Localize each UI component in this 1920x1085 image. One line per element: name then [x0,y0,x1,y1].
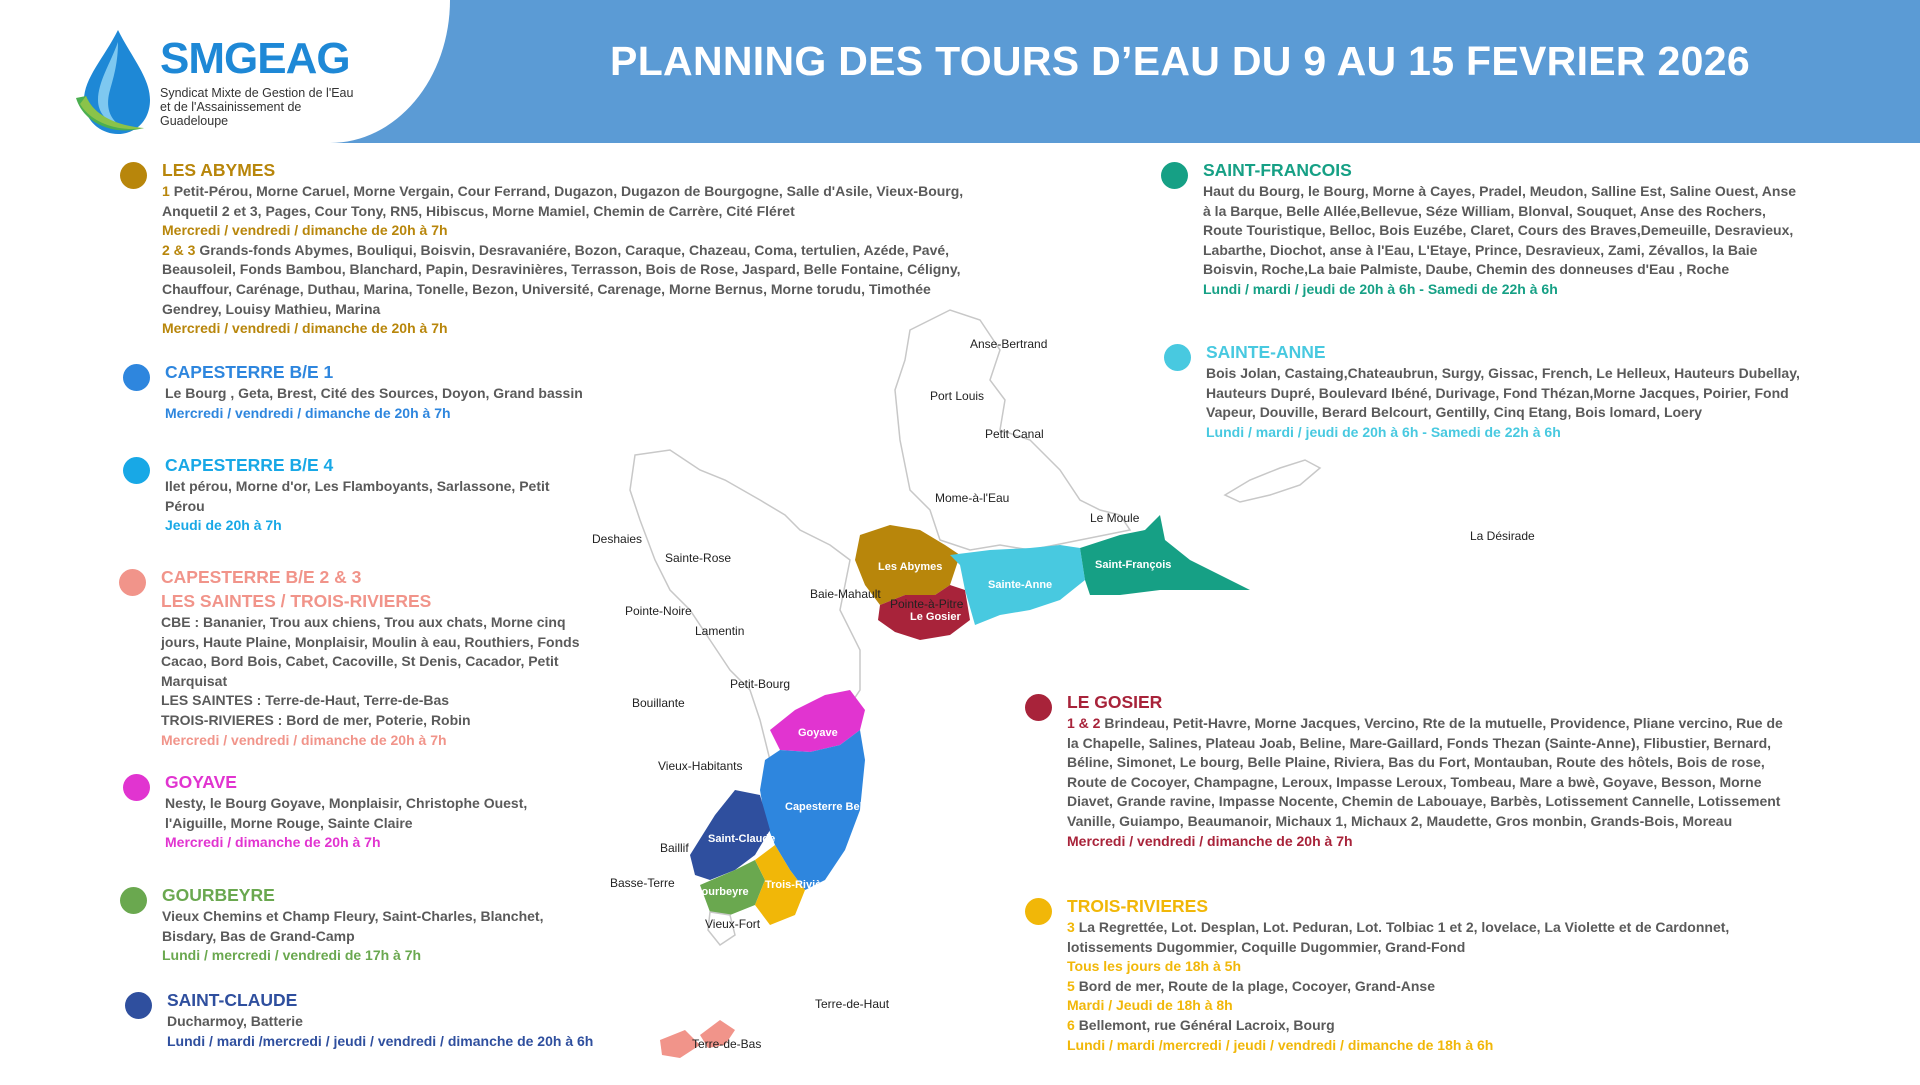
map-label-deshaies: Deshaies [592,532,643,546]
zone-subtitle: LES SAINTES / TROIS-RIVIERES [161,591,432,611]
zone-schedule: Mercredi / vendredi / dimanche de 20h à 7h [162,222,448,239]
zone-list: Nesty, le Bourg Goyave, Monplaisir, Christophe Ouest, l'Aiguille, Morne Rouge, Sainte Claire [165,795,528,831]
zone-goyave [165,770,585,853]
zone-title: SAINTE-ANNE [1206,342,1326,362]
zone-title: LES ABYMES [162,160,276,180]
map-area-label-saint-francois: Saint-François [1095,559,1172,571]
zone-schedule: Mardi / Jeudi de 18h à 8h [1067,997,1233,1014]
zone-schedule: Lundi / mardi /mercredi / jeudi / vendredi / dimanche de 18h à 6h [1067,1036,1494,1053]
map-label-le-moule: Le Moule [1090,511,1140,525]
zone-list: Bois Jolan, Castaing,Chateaubrun, Surgy, Gissac, French, Le Helleux, Hauteurs Dubellay, Hauteurs Dupré, Boulevard Ibéné, Durivage, Fond Thézan,Morne Jacques, Poirier, Fond Vapeur, Douville, Berard Belcourt, Gentilly, Cinq Etang, Bois lomard, Loery [1206,365,1800,421]
dot-gourbeyre-icon [120,887,147,914]
zone-list: Le Bourg , Geta, Brest, Cité des Sources, Doyon, Grand bassin [165,385,583,401]
map-area-label-saint-claude: Saint-Claude [708,833,776,845]
zone-list: Ducharmoy, Batterie [167,1013,303,1029]
zone-list: Bellemont, rue Général Lacroix, Bourg [1078,1016,1335,1033]
dot-capesterre-1-icon [123,364,150,391]
map-label-vieux-fort: Vieux-Fort [705,917,761,931]
map-area-label-goyave: Goyave [798,727,838,739]
page-title: PLANNING DES TOURS D’EAU DU 9 AU 15 FEVRIER 2026 [610,38,1750,84]
zone-capesterre-1 [165,360,665,423]
zone-schedule: Mercredi / vendredi / dimanche de 20h à 7h [161,731,447,748]
zone-title: CAPESTERRE B/E 1 [165,362,334,382]
zone-list: LES SAINTES : Terre-de-Haut, Terre-de-Bas [161,692,450,709]
map-label-terre-de-haut: Terre-de-Haut [815,997,890,1011]
zone-schedule: Mercredi / vendredi / dimanche de 20h à 7h [162,320,448,337]
map-area-label-abymes: Les Abymes [878,561,943,573]
dot-sainte-anne-icon [1164,344,1191,371]
zone-saint-claude [167,988,727,1051]
map-label-morne-a-leau: Mome-à-l'Eau [935,491,1010,505]
map-label-basse-terre: Basse-Terre [610,876,675,890]
zone-abymes: LES ABYMES 1 Petit-Pérou, Morne Caruel, Morne Vergain, Cour Ferrand, Dugazon, Dugazon de Bourgogne, Salle d'Asile, Vieux-Bourg, Anquetil 2 et 3, Pages, Cour Tony, RN5, Hibiscus, Morne Mamiel, Chemin de Carrère, Cité Fléret Mercredi / vendredi / dimanche de 20h à 7h 2 & 3 Grands-fonds Abymes, Bouliqui, Boisvin, Desravaniére, Bozon, Caraque, Chazeau, Coma, tertulien, Azéde, Pavé, Beausoleil, Fonds Bambou, Blanchard, Papin, Desravinières, Terrasson, Bois de Rose, Jaspard, Belle Fontaine, Céligny, Chauffour, Carénage, Duthau, Marina, Tonelle, Bezon, Université, Carenage, Morne Bernus, Morne torudu, Timothée Gendrey, Louisy Mathieu, Marina Mercredi / vendredi / dimanche de 20h à 7h [162,158,982,339]
zone-list: Vieux Chemins et Champ Fleury, Saint-Charles, Blanchet, Bisdary, Bas de Grand-Camp [162,908,544,944]
logo [0,0,450,143]
zone-list: Petit-Pérou, Morne Caruel, Morne Vergain, Cour Ferrand, Dugazon, Dugazon de Bourgogne, Salle d'Asile, Vieux-Bourg, Anquetil 2 et 3, Pages, Cour Tony, RN5, Hibiscus, Morne Mamiel, Chemin de Carrère, Cité Fléret [162,183,964,219]
zone-schedule: Lundi / mercredi / vendredi de 17h à 7h [162,947,422,964]
zone-schedule: Lundi / mardi / jeudi de 20h à 6h - Samedi de 22h à 6h [1203,280,1558,297]
zone-list: Haut du Bourg, le Bourg, Morne à Cayes, Pradel, Meudon, Salline Est, Saline Ouest, Anse à la Barque, Belle Allée,Bellevue, Séze William, Blonval, Souquet, Anse des Rochers, Route Touristique, Belloc, Bois Euzébe, Claret, Cours des Braves,Demeuille, Desravieux, Labarthe, Diochot, anse à l'Eau, L'Etaye, Prince, Desravieux, Zami, Zévallos, la Baie Boisvin, Roche,La baie Palmiste, Daube, Chemin des donneuses d'Eau , Roche [1203,183,1797,278]
zone-title: CAPESTERRE B/E 2 & 3 [161,567,362,587]
map-label-sainte-rose: Sainte-Rose [665,551,732,565]
zone-list: Bord de mer, Route de la plage, Cocoyer, Grand-Anse [1078,977,1435,994]
zone-schedule: Lundi / mardi / jeudi de 20h à 6h - Samedi de 22h à 6h [1206,423,1561,440]
zone-title: SAINT-FRANCOIS [1203,160,1352,180]
zone-trois-rivieres: TROIS-RIVIERES 3 La Regrettée, Lot. Desplan, Lot. Peduran, Lot. Tolbiac 1 et 2, lovelace, La Violette et de Cardonnet, lotissements Dugommier, Coquille Dugommier, Grand-Fond Tous les jours de 18h à 5h 5 Bord de mer, Route de la plage, Cocoyer, Grand-Anse Mardi / Jeudi de 18h à 8h 6 Bellemont, rue Général Lacroix, Bourg Lundi / mardi /mercredi / jeudi / vendredi / dimanche de 18h à 6h [1067,894,1787,1055]
water-drop-icon [74,28,154,136]
zone-schedule: Mercredi / dimanche de 20h à 7h [165,834,381,851]
map-area-label-gourbeyre: Gourbeyre [693,886,749,898]
zone-title: SAINT-CLAUDE [167,990,298,1010]
zone-gourbeyre [162,883,562,966]
zone-capesterre-4 [165,453,585,536]
dot-capesterre-4-icon [123,457,150,484]
map-label-baillif: Baillif [660,841,689,855]
zone-schedule: Mercredi / vendredi / dimanche de 20h à 7h [1067,832,1353,849]
dot-trois-rivieres-icon [1025,898,1052,925]
zone-list: Brindeau, Petit-Havre, Morne Jacques, Vercino, Rte de la mutuelle, Providence, Pliane vercino, Rue de la Chapelle, Salines, Plateau Joab, Beline, Mare-Gaillard, Fonds Thezan (Sainte-Anne), Flibustier, Bernard, Béline, Simonet, Le bourg, Belle Plaine, Riviera, Bas du Fort, Montauban, Route des hôtels, Bois de rose, Route de Cocoyer, Champagne, Leroux, Impasse Leroux, Tombeau, Mare a bwè, Goyave, Besson, Morne Diavet, Grande ravine, Impasse Nocente, Chemin de Labouaye, Barbès, Lotissement Cannelle, Lotissement Vanille, Guiampo, Beaumanoir, Michaux 1, Michaux 2, Maudette, Gros monbin, Grands-Bois, Moreau [1067,715,1783,829]
map-label-vieux-habitants: Vieux-Habitants [658,759,743,773]
map-label-lamentin: Lamentin [695,624,745,638]
zone-list: La Regrettée, Lot. Desplan, Lot. Peduran, Lot. Tolbiac 1 et 2, lovelace, La Violette et de Cardonnet, lotissements Dugommier, Coquille Dugommier, Grand-Fond [1067,919,1730,955]
zone-list: CBE : Bananier, Trou aux chiens, Trou aux chats, Morne cinq jours, Haute Plaine, Monplaisir, Moulin à eau, Routhiers, Fonds Cacao, Bord Bois, Cabet, Cacoville, St Denis, Cacador, Petit Marquisat [161,614,580,689]
map-area-label-gosier: Le Gosier [910,611,961,623]
map-label-anse-bertrand: Anse-Bertrand [970,337,1048,351]
map-area-label-capesterre: Capesterre Belle-Eau [785,801,896,813]
map-label-terre-de-bas: Terre-de-Bas [692,1037,762,1051]
zone-title: CAPESTERRE B/E 4 [165,455,334,475]
map-label-bouillante: Bouillante [632,696,685,710]
map-label-port-louis: Port Louis [930,389,985,403]
zone-title: LE GOSIER [1067,692,1163,712]
zone-le-gosier: LE GOSIER 1 & 2 Brindeau, Petit-Havre, Morne Jacques, Vercino, Rte de la mutuelle, Providence, Pliane vercino, Rue de la Chapelle, Salines, Plateau Joab, Beline, Mare-Gaillard, Fonds Thezan (Sainte-Anne), Flibustier, Bernard, Béline, Simonet, Le bourg, Belle Plaine, Riviera, Bas du Fort, Montauban, Route des hôtels, Bois de rose, Route de Cocoyer, Champagne, Leroux, Impasse Leroux, Tombeau, Mare a bwè, Goyave, Besson, Morne Diavet, Grande ravine, Impasse Nocente, Chemin de Labouaye, Barbès, Lotissement Cannelle, Lotissement Vanille, Guiampo, Beaumanoir, Michaux 1, Michaux 2, Maudette, Gros monbin, Grands-Bois, Moreau Mercredi / vendredi / dimanche de 20h à 7h [1067,690,1787,851]
map-label-pointe-noire: Pointe-Noire [625,604,692,618]
map-label-la-desirade: La Désirade [1470,529,1535,543]
dot-saint-claude-icon [125,992,152,1019]
map-area-label-trois-rivieres: Trois-Rivières [765,879,838,891]
zone-schedule: Tous les jours de 18h à 5h [1067,958,1242,975]
dot-goyave-icon [123,774,150,801]
map-label-petit-canal: Petit Canal [985,427,1044,441]
logo-name: SMGEAG [160,34,350,83]
zone-list: TROIS-RIVIERES : Bord de mer, Poterie, Robin [161,711,471,728]
dot-saint-francois-icon [1161,162,1188,189]
zone-title: GOYAVE [165,772,237,792]
dot-abymes-icon [120,162,147,189]
dot-capesterre-2-3-icon [119,569,146,596]
zone-title: TROIS-RIVIERES [1067,896,1208,916]
map-label-petit-bourg: Petit-Bourg [730,677,791,691]
zone-list: Ilet pérou, Morne d'or, Les Flamboyants, Sarlassone, Petit Pérou [165,478,550,514]
zone-title: GOURBEYRE [162,885,275,905]
zone-schedule: Mercredi / vendredi / dimanche de 20h à 7h [165,404,451,421]
zone-schedule: Jeudi de 20h à 7h [165,517,282,534]
map-area-label-sainte-anne: Sainte-Anne [988,579,1053,591]
zone-schedule: Lundi / mardi /mercredi / jeudi / vendredi / dimanche de 20h à 6h [167,1032,594,1049]
zone-capesterre-2-3 [161,565,591,750]
map-label-baie-mahault: Baie-Mahault [810,587,881,601]
logo-subtitle: Syndicat Mixte de Gestion de l'Eau et de l'Assainissement de Guadeloupe [160,86,354,128]
dot-le-gosier-icon [1025,694,1052,721]
zone-sainte-anne [1206,340,1806,442]
map-label-pointe-a-pitre: Pointe-à-Pitre [890,597,964,611]
zone-list: Grands-fonds Abymes, Bouliqui, Boisvin, Desravaniére, Bozon, Caraque, Chazeau, Coma, tertulien, Azéde, Pavé, Beausoleil, Fonds Bambou, Blanchard, Papin, Desravinières, Terrasson, Bois de Rose, Jaspard, Belle Fontaine, Céligny, Chauffour, Carénage, Duthau, Marina, Tonelle, Bezon, Université, Carenage, Morne Bernus, Morne torudu, Timothée Gendrey, Louisy Mathieu, Marina [162,241,961,317]
zone-saint-francois [1203,158,1803,300]
